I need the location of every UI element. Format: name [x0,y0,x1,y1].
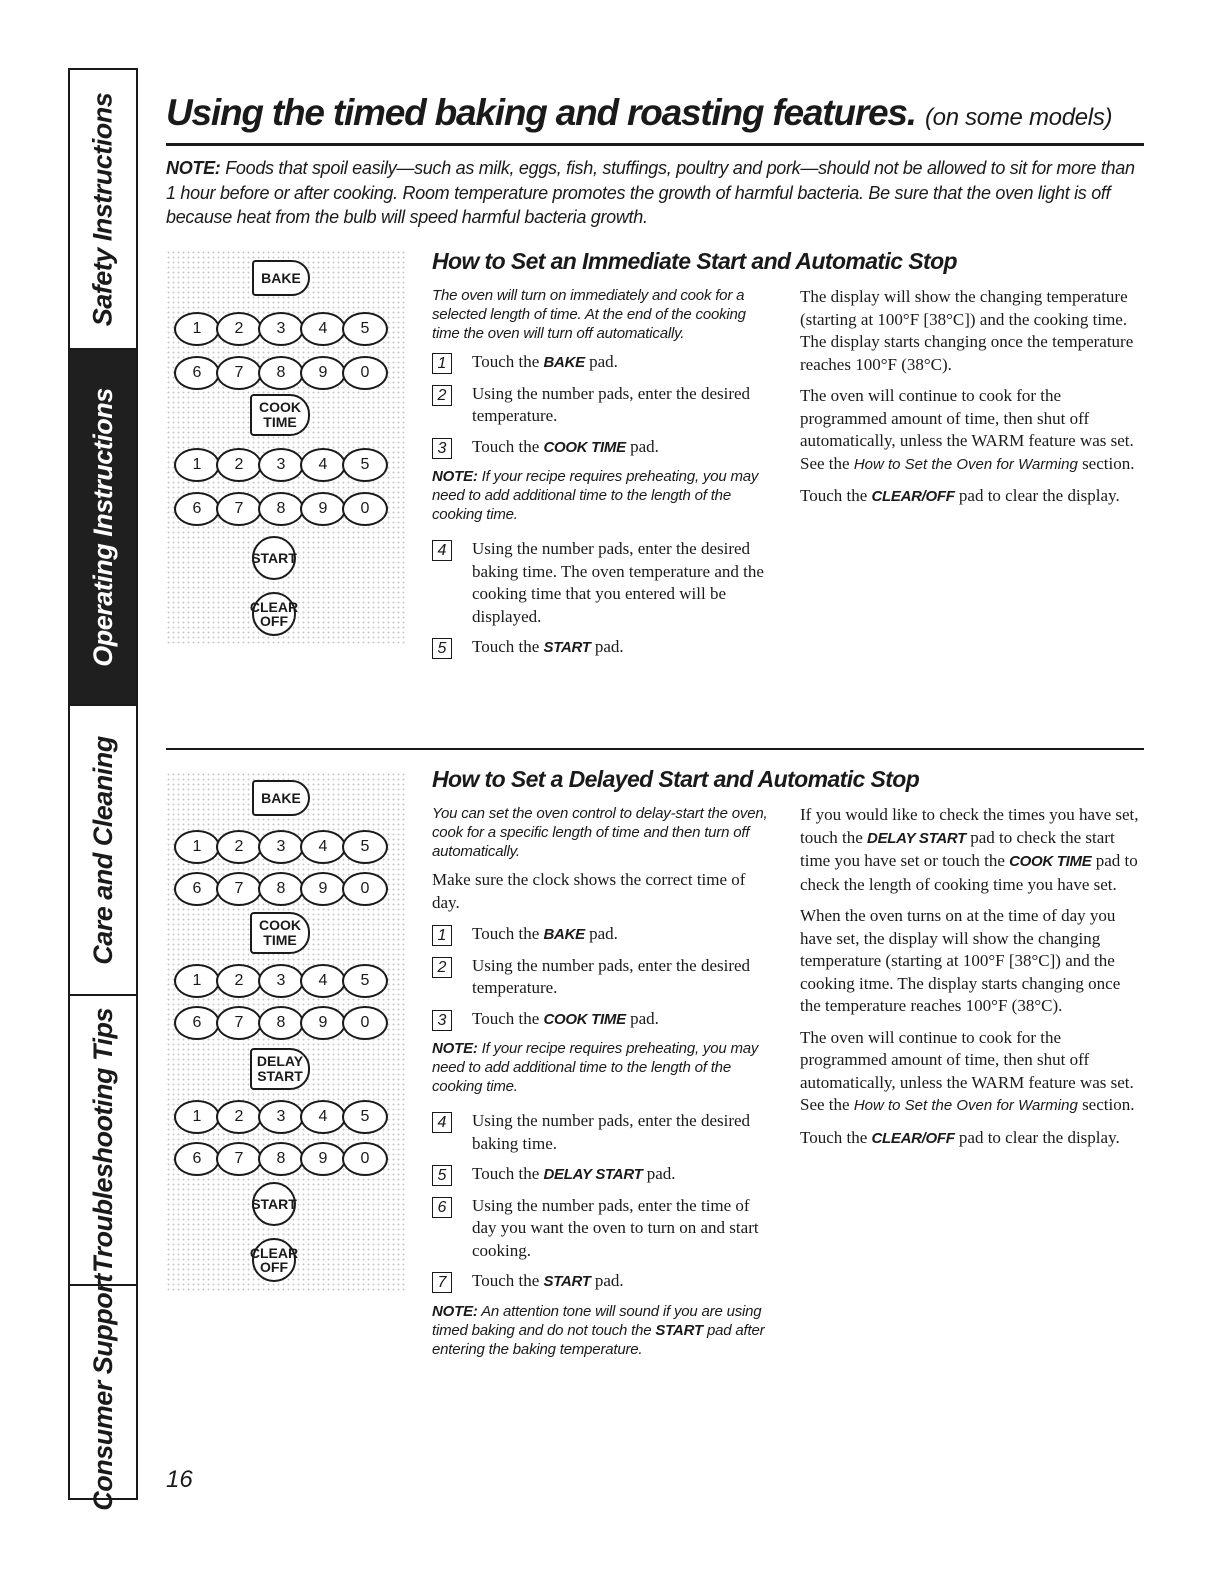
section-heading-immediate: How to Set an Immediate Start and Automatic Stop [432,248,957,274]
number-pad: 5 [342,830,388,864]
instructions-column-immediate [432,286,772,668]
tab-label: Care and Cleaning [87,735,118,965]
step-2 [432,383,772,428]
step-1 [432,923,772,947]
title-subtitle: (on some models) [924,104,1113,131]
step-2 [432,955,772,1000]
para-text: pad to clear the display. [954,486,1120,505]
number-pad: 6 [174,1142,220,1176]
instructions-column-delayed [432,804,772,1373]
clear-off-line: CLEAR [249,1245,299,1261]
title-divider [166,143,1144,146]
keypad-illustration-delayed [166,772,406,1292]
number-pad-row [174,964,384,998]
number-pad: 1 [174,1100,220,1134]
step-text: pad. [584,924,618,943]
pad-keyword: COOK TIME [543,438,626,456]
cook-time-pad [250,394,310,436]
pad-keyword: COOK TIME [543,1010,626,1028]
note-label: NOTE: [432,468,478,485]
number-pad: 2 [216,964,262,998]
para-text: If you would like to check the times you have set, touch the [800,805,1139,847]
cross-reference: How to Set the Oven for Warming [853,455,1078,473]
page-title [166,92,1112,134]
start-pad [252,536,296,580]
attention-tone-note [432,1302,772,1359]
bake-pad-label: BAKE [261,789,301,806]
step-number: 3 [432,438,452,459]
number-pad: 8 [258,872,304,906]
step-3 [432,1008,772,1032]
start-pad [252,1182,296,1226]
pad-keyword: BAKE [543,354,585,371]
start-pad-label: START [251,550,297,566]
number-pad: 8 [258,1006,304,1040]
section-intro: You can set the oven control to delay-start the oven, cook for a specific length of time and then turn off automatically. [432,805,768,860]
step-number: 6 [432,1197,452,1218]
step-text: Touch the [472,352,544,371]
number-pad-row [174,1142,384,1176]
step-text: Touch the [472,924,544,943]
pad-keyword: CLEAR/OFF [871,1129,955,1147]
number-pad: 5 [342,964,388,998]
step-3 [432,436,772,460]
step-number: 5 [432,638,452,659]
tab-label: Operating Instructions [87,387,118,667]
number-pad: 4 [300,964,346,998]
number-pad: 8 [258,492,304,526]
step-text: pad. [625,1008,659,1028]
number-pad-row [174,1100,384,1134]
number-pad: 0 [342,492,388,526]
note-text: If your recipe requires preheating, you may need to add additional time to the length of the cooking time. [432,468,759,523]
number-pad: 4 [300,448,346,482]
number-pad: 9 [300,492,346,526]
number-pad-row [174,448,384,482]
step-text: Using the number pads, enter the desired baking time. [472,1111,751,1153]
step-text: pad. [625,436,659,456]
step-number: 3 [432,1010,452,1031]
step-number: 5 [432,1165,452,1186]
tab-consumer-support[interactable] [70,1273,136,1511]
number-pad-row [174,1006,384,1040]
step-5 [432,1163,772,1187]
number-pad: 4 [300,312,346,346]
tab-label: Consumer Support [87,1273,118,1511]
number-pad: 7 [216,1006,262,1040]
cook-time-pad [250,912,310,954]
auto-stop-info [800,1027,1145,1118]
number-pad: 1 [174,312,220,346]
number-pad: 7 [216,492,262,526]
number-pad: 3 [258,964,304,998]
number-pad-row [174,312,384,346]
note-label: NOTE: [432,1302,478,1320]
pad-keyword: DELAY START [543,1166,643,1183]
clear-display-info [800,485,1140,509]
title-text: Using the timed baking and roasting features. [166,92,916,133]
number-pad: 6 [174,492,220,526]
step-7 [432,1270,772,1294]
delay-start-line: START [257,1068,303,1084]
section-heading-delayed: How to Set a Delayed Start and Automatic Stop [432,766,920,792]
para-text: pad to check the length of cooking time you have set. [800,851,1138,894]
food-safety-note [166,156,1141,230]
number-pad: 7 [216,1142,262,1176]
number-pad: 2 [216,448,262,482]
clear-display-info [800,1127,1145,1151]
step-4 [432,538,772,628]
step-number: 2 [432,385,452,406]
note-text: pad after entering the baking temperature. [432,1321,765,1358]
step-text: pad. [584,352,618,371]
number-pad-row [174,356,384,390]
number-pad: 3 [258,1100,304,1134]
step-number: 4 [432,540,452,561]
number-pad: 7 [216,356,262,390]
bake-pad [252,260,310,296]
para-text: section. [1077,1095,1135,1114]
para-text: The oven will continue to cook for the programmed amount of time, then shut off automatically, unless the WARM feature was set. See the [800,1027,1134,1114]
info-column-delayed [800,804,1145,1159]
step-1 [432,351,772,375]
bake-pad-label: BAKE [261,269,301,286]
section-divider [166,748,1144,750]
clear-off-line: OFF [260,613,288,629]
pad-keyword: START [655,1321,703,1339]
step-text: pad. [642,1164,676,1183]
step-number: 1 [432,353,452,374]
tab-safety-instructions[interactable] [70,70,136,350]
auto-stop-info [800,385,1140,476]
step-6 [432,1195,772,1263]
pad-keyword: START [543,1273,591,1290]
note-text: An attention tone will sound if you are using timed baking and do not touch the [432,1302,762,1339]
tab-operating-instructions[interactable] [70,350,136,706]
step-text: Using the number pads, enter the desired temperature. [472,383,751,425]
number-pad: 3 [258,312,304,346]
pad-keyword: COOK TIME [1009,853,1092,870]
preheat-note [432,1039,772,1096]
step-number: 7 [432,1272,452,1293]
bake-pad [252,780,310,816]
number-pad: 6 [174,1006,220,1040]
para-text: Touch the [800,486,872,505]
page-number: 16 [166,1466,193,1493]
delay-start-line: DELAY [256,1053,304,1069]
pad-keyword: BAKE [543,926,585,943]
step-number: 2 [432,957,452,978]
delay-start-pad [250,1048,310,1090]
info-column-immediate [800,286,1140,518]
number-pad: 1 [174,448,220,482]
para-text: The oven will continue to cook for the programmed amount of time, then shut off automatically, unless the WARM feature was set. See the [800,386,1134,473]
para-text: pad to check the start time you have set or touch the [800,827,1115,870]
number-pad: 2 [216,312,262,346]
para-text: section. [1077,453,1135,473]
number-pad: 9 [300,1142,346,1176]
step-text: pad. [590,637,624,656]
note-label: NOTE: [432,1040,478,1057]
number-pad: 9 [300,356,346,390]
display-info: The display will show the changing temperature (starting at 100°F [38°C]) and the cooking time. The display starts changing once the temperature reaches 100°F (38°C). [800,287,1134,374]
number-pad: 0 [342,356,388,390]
cross-reference: How to Set the Oven for Warming [853,1097,1078,1114]
clear-off-pad [249,1238,299,1282]
number-pad: 6 [174,872,220,906]
number-pad-row [174,492,384,526]
start-pad-label: START [251,1196,297,1212]
clear-off-pad [249,592,299,636]
number-pad: 5 [342,1100,388,1134]
number-pad-row [174,872,384,906]
step-text: Touch the [472,1164,544,1183]
number-pad: 9 [300,872,346,906]
section-sidebar [68,68,138,1511]
para-text: pad to clear the display. [954,1127,1120,1147]
tab-label: Safety Instructions [87,92,118,326]
tab-label: Troubleshooting Tips [87,1007,118,1273]
note-text: Foods that spoil easily—such as milk, eggs, fish, stuffings, poultry and pork—should not be allowed to sit for more than 1 hour before or after cooking. Room temperature promotes the growth of harmful bacteria. Be sure that the oven light is off because heat from the bulb will speed harmful bacteria growth. [166,158,1135,227]
clear-off-line: OFF [260,1259,288,1275]
note-label: NOTE: [166,158,221,178]
number-pad: 7 [216,872,262,906]
number-pad-row [174,830,384,864]
step-text: Touch the [472,436,544,456]
display-info: When the oven turns on at the time of day you have set, the display will show the changing temperature (starting at 100°F [38°C]) and the cooking itme. The display starts changing once the temperature reaches 100°F (38°C). [800,906,1121,1015]
step-text: Using the number pads, enter the desired baking time. The oven temperature and the cooking time that you entered will be displayed. [472,539,764,626]
number-pad: 5 [342,312,388,346]
number-pad: 9 [300,1006,346,1040]
section-intro: The oven will turn on immediately and cook for a selected length of time. At the end of the cooking time the oven will turn off automatically. [432,287,746,342]
number-pad: 2 [216,1100,262,1134]
cook-time-line: COOK [259,399,301,415]
tab-troubleshooting-tips[interactable] [70,996,136,1286]
step-4 [432,1110,772,1155]
step-text: Touch the [472,637,544,656]
step-text: pad. [590,1271,624,1290]
number-pad: 0 [342,872,388,906]
number-pad: 0 [342,1006,388,1040]
pad-keyword: START [543,639,591,656]
pad-keyword: DELAY START [867,829,966,847]
number-pad: 4 [300,1100,346,1134]
step-text: Using the number pads, enter the desired temperature. [472,955,751,997]
number-pad: 4 [300,830,346,864]
number-pad: 3 [258,448,304,482]
step-text: Touch the [472,1008,544,1028]
step-text: Using the number pads, enter the time of day you want the oven to turn on and start cooking. [472,1195,759,1260]
number-pad: 0 [342,1142,388,1176]
tab-care-and-cleaning[interactable] [70,706,136,996]
check-times-info [800,804,1145,896]
number-pad: 3 [258,830,304,864]
number-pad: 5 [342,448,388,482]
note-text: If your recipe requires preheating, you may need to add additional time to the length of the cooking time. [432,1040,759,1095]
pad-keyword: CLEAR/OFF [871,488,955,505]
keypad-illustration-immediate [166,250,406,646]
cook-time-line: COOK [259,917,301,933]
preheat-note [432,467,772,524]
number-pad: 8 [258,1142,304,1176]
step-number: 4 [432,1112,452,1133]
step-text: Touch the [472,1271,544,1290]
step-5 [432,636,772,660]
number-pad: 8 [258,356,304,390]
number-pad: 6 [174,356,220,390]
clock-reminder: Make sure the clock shows the correct time of day. [432,870,746,912]
cook-time-line: TIME [263,932,297,948]
cook-time-line: TIME [263,414,297,430]
step-number: 1 [432,925,452,946]
clear-off-line: CLEAR [249,599,299,615]
para-text: Touch the [800,1127,872,1147]
number-pad: 1 [174,964,220,998]
number-pad: 2 [216,830,262,864]
number-pad: 1 [174,830,220,864]
